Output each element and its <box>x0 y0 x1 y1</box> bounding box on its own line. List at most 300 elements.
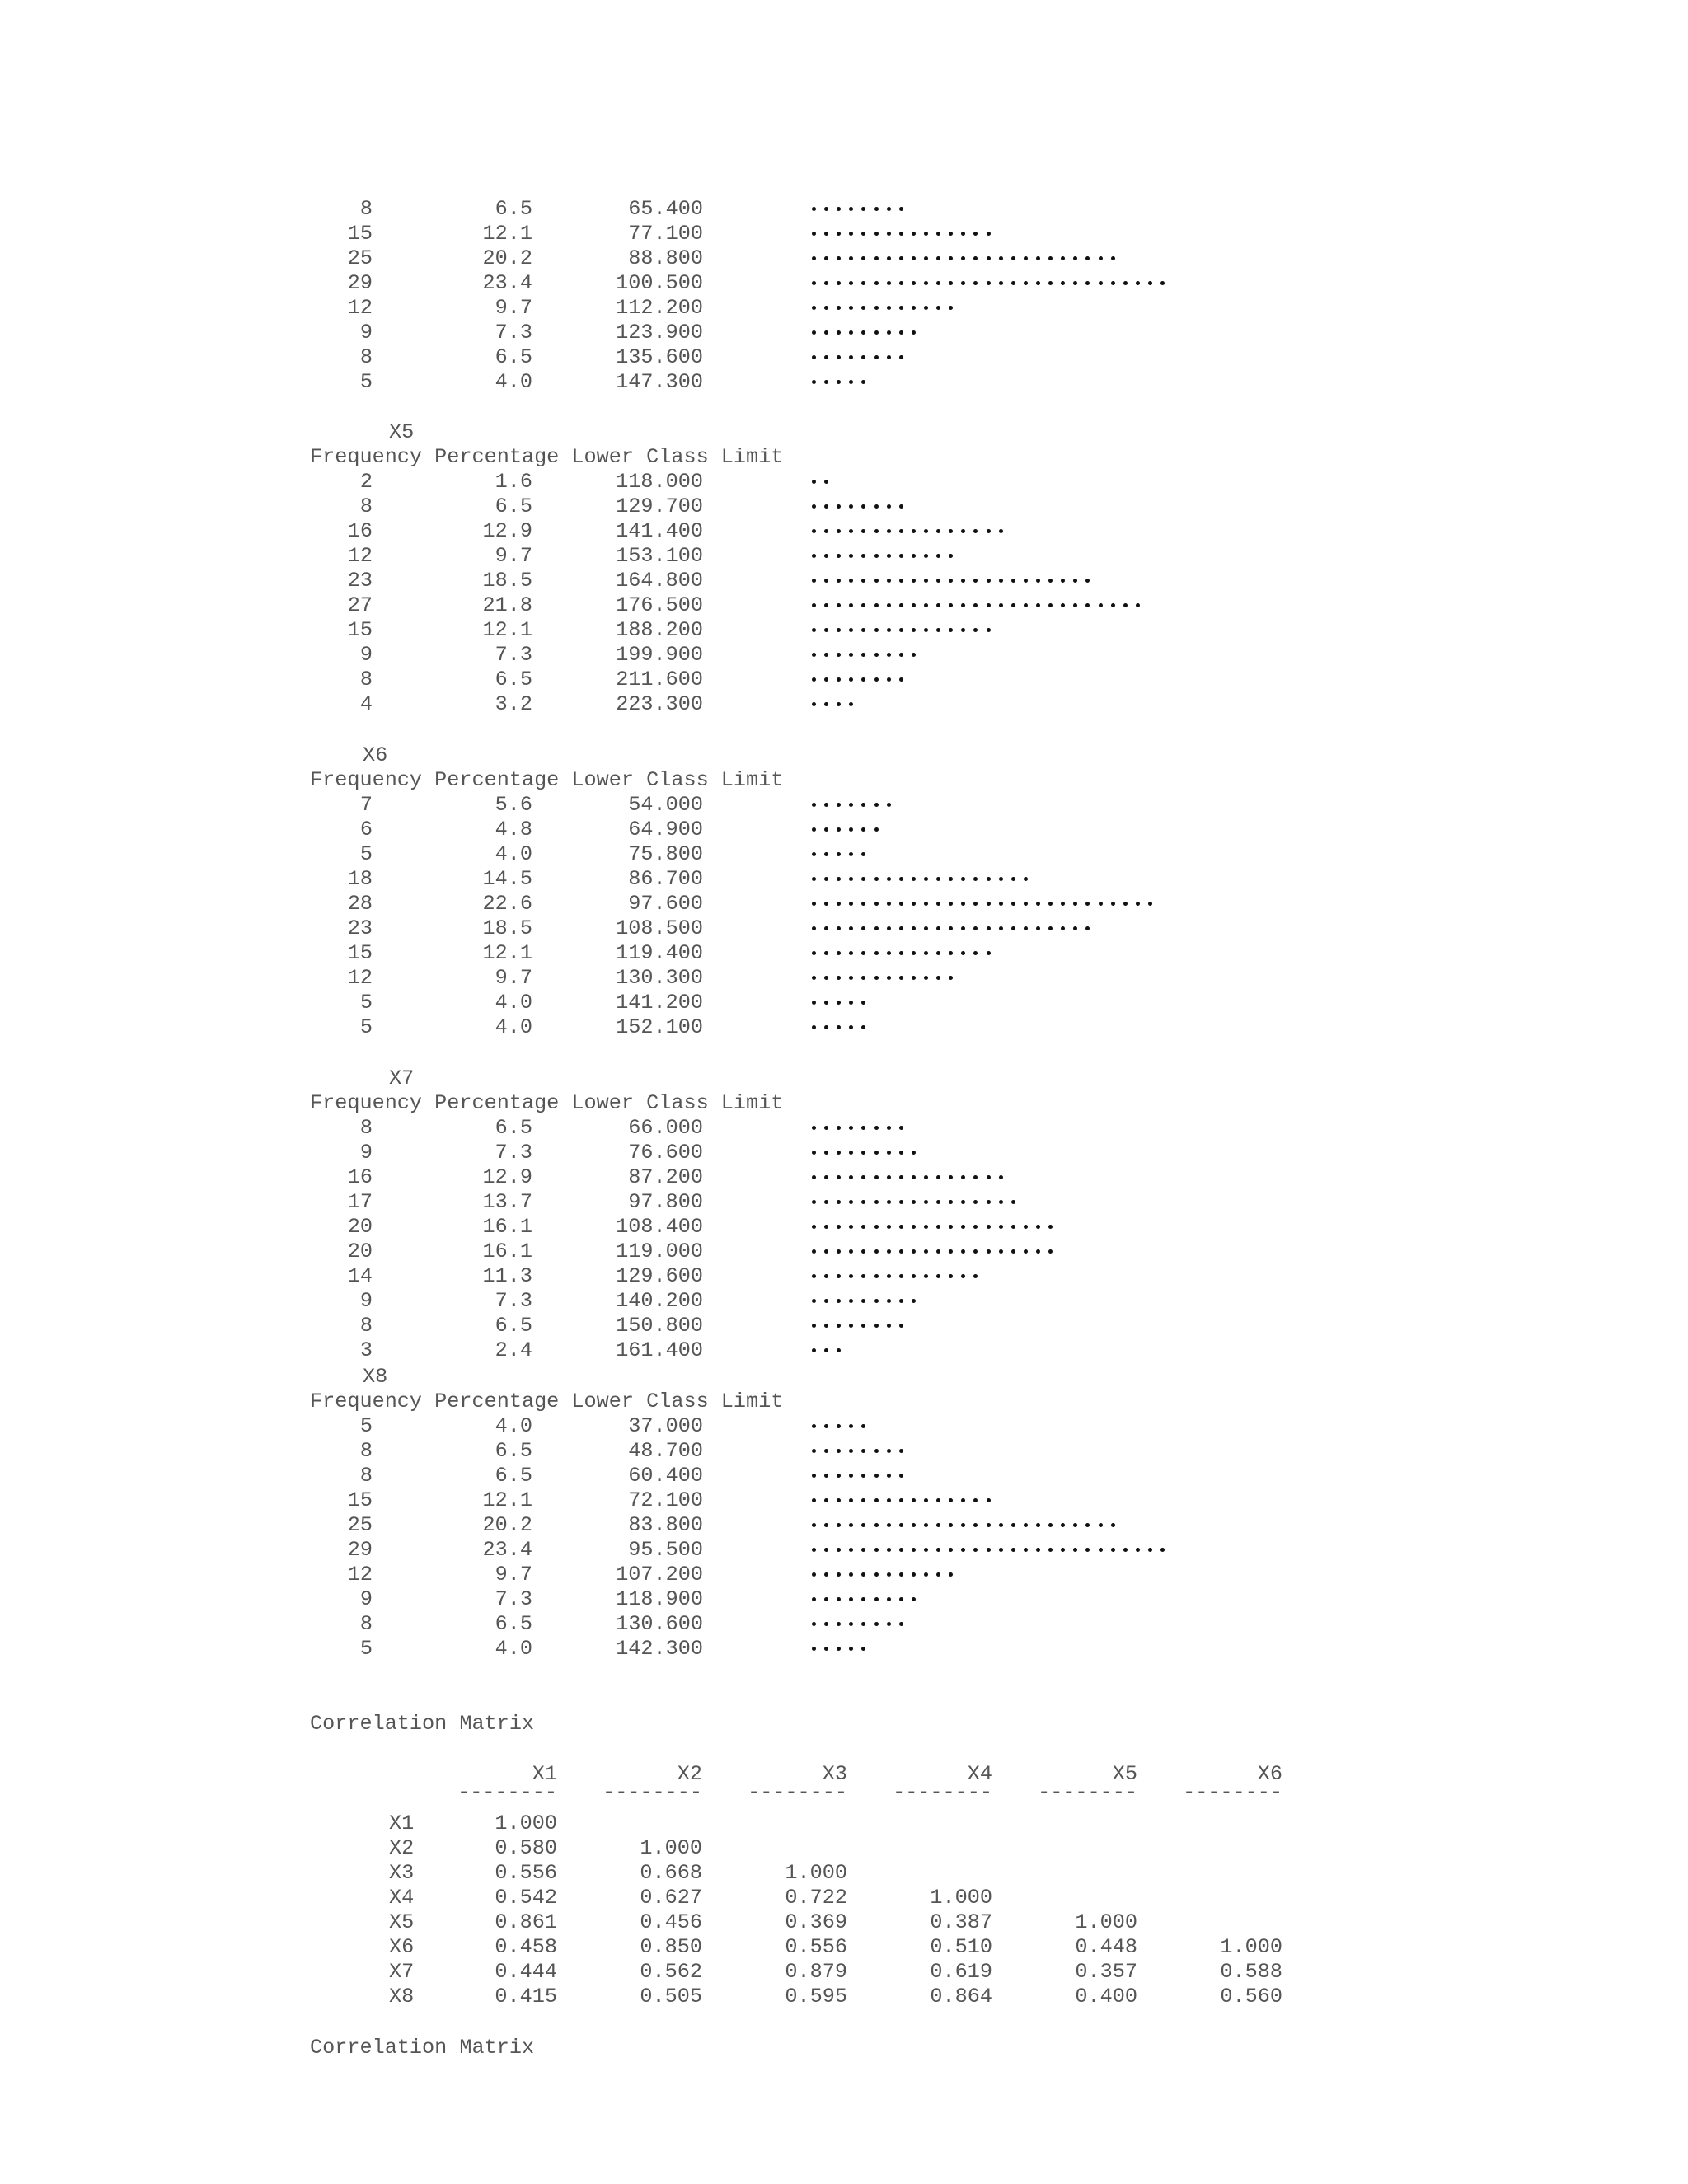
bar-dot <box>824 1324 828 1328</box>
frequency-cell: 12 <box>347 544 373 568</box>
bar-dot <box>924 256 928 260</box>
bar-dot <box>861 1474 865 1478</box>
lower-class-limit-cell: 100.500 <box>616 271 703 295</box>
bar-dot <box>874 976 879 980</box>
bar-dot <box>961 1175 965 1179</box>
bar-dot <box>949 1274 953 1278</box>
frequency-cell: 28 <box>347 892 373 916</box>
frequency-bar <box>812 271 1173 296</box>
bar-dot <box>861 1299 865 1303</box>
matrix-cell: 0.562 <box>640 1960 702 1984</box>
bar-dot <box>824 1274 828 1278</box>
bar-dot <box>887 1151 891 1155</box>
bar-dot <box>961 1200 965 1204</box>
bar-dot <box>837 1249 841 1254</box>
bar-dot <box>924 1274 928 1278</box>
bar-dot <box>824 306 828 310</box>
bar-dot <box>837 1299 841 1303</box>
percentage-cell: 6.5 <box>495 1116 532 1140</box>
bar-dot <box>973 951 978 955</box>
bar-dot <box>936 1548 940 1552</box>
bar-dot <box>861 603 865 607</box>
bar-dot <box>1148 1548 1152 1552</box>
bar-dot <box>987 529 991 533</box>
bar-dot <box>987 579 991 583</box>
bar-dot <box>999 1548 1003 1552</box>
bar-dot <box>1048 281 1053 285</box>
bar-dot <box>1123 902 1128 906</box>
bar-dot <box>924 1572 928 1577</box>
bar-dot <box>887 1200 891 1204</box>
matrix-separator: -------- <box>1038 1780 1137 1804</box>
percentage-cell: 9.7 <box>495 296 532 320</box>
bar-dot <box>924 1498 928 1502</box>
bar-dot <box>849 1249 853 1254</box>
frequency-cell: 5 <box>359 1637 373 1661</box>
frequency-cell: 8 <box>359 197 373 221</box>
matrix-separator: -------- <box>603 1780 702 1804</box>
bar-dot <box>812 207 816 211</box>
bar-dot <box>812 480 816 484</box>
bar-dot <box>837 1175 841 1179</box>
bar-dot <box>1048 1249 1053 1254</box>
bar-dot <box>824 902 828 906</box>
bar-dot <box>837 976 841 980</box>
bar-dot <box>861 256 865 260</box>
bar-dot <box>861 1175 865 1179</box>
bar-dot <box>849 1225 853 1229</box>
matrix-separator: -------- <box>1183 1780 1282 1804</box>
frequency-cell: 5 <box>359 1414 373 1438</box>
frequency-cell: 15 <box>347 618 373 642</box>
frequency-cell: 23 <box>347 916 373 940</box>
bar-dot <box>824 281 828 285</box>
percentage-cell: 4.0 <box>495 1637 532 1661</box>
bar-dot <box>837 207 841 211</box>
frequency-cell: 15 <box>347 222 373 246</box>
bar-dot <box>973 877 978 881</box>
lower-class-limit-cell: 112.200 <box>616 296 703 320</box>
percentage-cell: 12.9 <box>482 519 532 543</box>
matrix-cell: 0.458 <box>495 1935 557 1959</box>
bar-dot <box>812 1001 816 1005</box>
bar-dot <box>837 1025 841 1029</box>
bar-dot <box>999 1225 1003 1229</box>
bar-dot <box>812 1299 816 1303</box>
bar-dot <box>824 1299 828 1303</box>
bar-dot <box>924 603 928 607</box>
lower-class-limit-cell: 95.500 <box>628 1538 703 1562</box>
bar-dot <box>812 951 816 955</box>
bar-dot <box>812 1025 816 1029</box>
bar-dot <box>812 1548 816 1552</box>
bar-dot <box>999 579 1003 583</box>
bar-dot <box>899 628 903 632</box>
bar-dot <box>1136 281 1140 285</box>
frequency-bar <box>812 1513 1123 1538</box>
matrix-cell: 0.850 <box>640 1935 702 1959</box>
frequency-cell: 15 <box>347 1488 373 1512</box>
bar-dot <box>1123 603 1128 607</box>
bar-dot <box>987 1175 991 1179</box>
bar-dot <box>887 603 891 607</box>
percentage-cell: 12.1 <box>482 618 532 642</box>
bar-dot <box>912 902 916 906</box>
lower-class-limit-cell: 60.400 <box>628 1464 703 1488</box>
percentage-cell: 12.1 <box>482 941 532 965</box>
matrix-row-label: X8 <box>389 1985 415 2008</box>
bar-dot <box>1061 926 1065 930</box>
bar-dot <box>912 976 916 980</box>
bar-dot <box>849 1324 853 1328</box>
bar-dot <box>912 926 916 930</box>
bar-dot <box>861 1274 865 1278</box>
bar-dot <box>837 628 841 632</box>
bar-dot <box>1024 579 1028 583</box>
frequency-bar <box>812 1165 1011 1190</box>
percentage-cell: 16.1 <box>482 1240 532 1263</box>
bar-dot <box>949 256 953 260</box>
bar-dot <box>899 1523 903 1527</box>
bar-dot <box>912 529 916 533</box>
bar-dot <box>849 951 853 955</box>
percentage-cell: 6.5 <box>495 1612 532 1636</box>
bar-dot <box>874 926 879 930</box>
bar-dot <box>973 1274 978 1278</box>
bar-dot <box>837 554 841 558</box>
lower-class-limit-cell: 107.200 <box>616 1563 703 1586</box>
bar-dot <box>924 976 928 980</box>
bar-dot <box>936 1572 940 1577</box>
bar-dot <box>837 852 841 856</box>
bar-dot <box>849 1548 853 1552</box>
percentage-cell: 7.3 <box>495 1587 532 1611</box>
bar-dot <box>874 1597 879 1601</box>
percentage-cell: 9.7 <box>495 1563 532 1586</box>
bar-dot <box>999 902 1003 906</box>
bar-dot <box>887 256 891 260</box>
bar-dot <box>1011 281 1015 285</box>
matrix-cell: 0.619 <box>930 1960 992 1984</box>
bar-dot <box>824 1572 828 1577</box>
bar-dot <box>949 281 953 285</box>
bar-dot <box>887 1175 891 1179</box>
bar-dot <box>812 355 816 359</box>
bar-dot <box>874 355 879 359</box>
bar-dot <box>861 976 865 980</box>
bar-dot <box>987 877 991 881</box>
bar-dot <box>812 1274 816 1278</box>
matrix-separator: -------- <box>748 1780 847 1804</box>
matrix-cell: 0.357 <box>1075 1960 1137 1984</box>
bar-dot <box>812 1249 816 1254</box>
bar-dot <box>824 803 828 807</box>
bar-dot <box>1073 603 1077 607</box>
lower-class-limit-cell: 130.600 <box>616 1612 703 1636</box>
bar-dot <box>912 951 916 955</box>
bar-dot <box>874 1449 879 1453</box>
bar-dot <box>861 1225 865 1229</box>
frequency-cell: 9 <box>359 321 373 344</box>
bar-dot <box>887 579 891 583</box>
bar-dot <box>973 256 978 260</box>
bar-dot <box>936 877 940 881</box>
bar-dot <box>887 1474 891 1478</box>
bar-dot <box>849 281 853 285</box>
frequency-bar <box>812 1488 999 1513</box>
bar-dot <box>961 529 965 533</box>
frequency-cell: 29 <box>347 1538 373 1562</box>
percentage-cell: 4.0 <box>495 370 532 394</box>
bar-dot <box>912 256 916 260</box>
bar-dot <box>887 653 891 657</box>
bar-dot <box>899 1324 903 1328</box>
frequency-cell: 8 <box>359 668 373 691</box>
lower-class-limit-cell: 129.600 <box>616 1264 703 1288</box>
bar-dot <box>961 579 965 583</box>
frequency-cell: 25 <box>347 246 373 270</box>
lower-class-limit-cell: 130.300 <box>616 966 703 990</box>
bar-dot <box>849 1572 853 1577</box>
bar-dot <box>861 653 865 657</box>
bar-dot <box>837 1548 841 1552</box>
matrix-column-header: X5 <box>1112 1762 1137 1786</box>
bar-dot <box>874 1175 879 1179</box>
lower-class-limit-cell: 66.000 <box>628 1116 703 1140</box>
bar-dot <box>887 1126 891 1130</box>
bar-dot <box>999 1523 1003 1527</box>
bar-dot <box>824 1175 828 1179</box>
bar-dot <box>837 827 841 832</box>
bar-dot <box>1048 579 1053 583</box>
bar-dot <box>812 1498 816 1502</box>
bar-dot <box>899 207 903 211</box>
bar-dot <box>924 951 928 955</box>
percentage-cell: 12.9 <box>482 1165 532 1189</box>
frequency-cell: 9 <box>359 1141 373 1165</box>
bar-dot <box>887 803 891 807</box>
percentage-cell: 11.3 <box>482 1264 532 1288</box>
bar-dot <box>837 1348 841 1352</box>
bar-dot <box>1036 1523 1040 1527</box>
bar-dot <box>1099 281 1103 285</box>
percentage-cell: 23.4 <box>482 1538 532 1562</box>
bar-dot <box>887 1498 891 1502</box>
bar-dot <box>961 1548 965 1552</box>
bar-dot <box>824 232 828 236</box>
bar-dot <box>924 232 928 236</box>
section-variable-name: X5 <box>389 420 415 444</box>
bar-dot <box>861 1249 865 1254</box>
bar-dot <box>912 306 916 310</box>
frequency-bar <box>812 345 912 370</box>
bar-dot <box>874 951 879 955</box>
bar-dot <box>874 1200 879 1204</box>
bar-dot <box>824 554 828 558</box>
bar-dot <box>1073 281 1077 285</box>
bar-dot <box>999 1249 1003 1254</box>
matrix-column-header: X3 <box>822 1762 847 1786</box>
bar-dot <box>899 1498 903 1502</box>
bar-dot <box>824 603 828 607</box>
frequency-bar <box>812 569 1099 593</box>
bar-dot <box>861 926 865 930</box>
bar-dot <box>824 1126 828 1130</box>
bar-dot <box>899 232 903 236</box>
bar-dot <box>837 579 841 583</box>
bar-dot <box>874 1324 879 1328</box>
percentage-cell: 9.7 <box>495 544 532 568</box>
lower-class-limit-cell: 119.400 <box>616 941 703 965</box>
bar-dot <box>899 1299 903 1303</box>
bar-dot <box>849 380 853 384</box>
bar-dot <box>1024 926 1028 930</box>
bar-dot <box>949 1523 953 1527</box>
bar-dot <box>936 1200 940 1204</box>
matrix-row-label: X4 <box>389 1886 415 1910</box>
frequency-cell: 9 <box>359 643 373 667</box>
section-variable-name: X6 <box>363 743 388 767</box>
matrix-row-label: X1 <box>389 1811 415 1835</box>
bar-dot <box>874 803 879 807</box>
bar-dot <box>899 926 903 930</box>
bar-dot <box>824 480 828 484</box>
lower-class-limit-cell: 37.000 <box>628 1414 703 1438</box>
percentage-cell: 23.4 <box>482 271 532 295</box>
bar-dot <box>899 1126 903 1130</box>
bar-dot <box>924 902 928 906</box>
matrix-cell: 1.000 <box>930 1886 992 1910</box>
frequency-cell: 17 <box>347 1190 373 1214</box>
bar-dot <box>887 330 891 335</box>
percentage-cell: 5.6 <box>495 793 532 817</box>
frequency-cell: 7 <box>359 793 373 817</box>
bar-dot <box>1085 281 1090 285</box>
percentage-cell: 18.5 <box>482 916 532 940</box>
bar-dot <box>1024 877 1028 881</box>
lower-class-limit-cell: 161.400 <box>616 1338 703 1362</box>
bar-dot <box>949 1225 953 1229</box>
bar-dot <box>1099 902 1103 906</box>
bar-dot <box>961 628 965 632</box>
bar-dot <box>874 653 879 657</box>
bar-dot <box>961 232 965 236</box>
bar-dot <box>936 529 940 533</box>
bar-dot <box>849 1126 853 1130</box>
frequency-bar <box>812 793 899 818</box>
bar-dot <box>912 579 916 583</box>
bar-dot <box>1036 1249 1040 1254</box>
matrix-column-header: X4 <box>967 1762 992 1786</box>
lower-class-limit-cell: 64.900 <box>628 818 703 841</box>
percentage-cell: 4.8 <box>495 818 532 841</box>
frequency-bar <box>812 246 1123 271</box>
bar-dot <box>924 1548 928 1552</box>
bar-dot <box>999 877 1003 881</box>
bar-dot <box>961 281 965 285</box>
lower-class-limit-cell: 97.800 <box>628 1190 703 1214</box>
bar-dot <box>849 232 853 236</box>
frequency-cell: 25 <box>347 1513 373 1537</box>
bar-dot <box>837 504 841 509</box>
bar-dot <box>824 628 828 632</box>
frequency-cell: 3 <box>359 1338 373 1362</box>
bar-dot <box>1085 926 1090 930</box>
bar-dot <box>861 877 865 881</box>
lower-class-limit-cell: 152.100 <box>616 1015 703 1039</box>
bar-dot <box>824 1523 828 1527</box>
bar-dot <box>849 1175 853 1179</box>
percentage-cell: 18.5 <box>482 569 532 593</box>
bar-dot <box>924 579 928 583</box>
percentage-cell: 4.0 <box>495 1414 532 1438</box>
bar-dot <box>824 877 828 881</box>
bar-dot <box>812 380 816 384</box>
bar-dot <box>861 1424 865 1428</box>
bar-dot <box>874 902 879 906</box>
bar-dot <box>949 232 953 236</box>
bar-dot <box>849 1622 853 1626</box>
bar-dot <box>861 852 865 856</box>
bar-dot <box>973 926 978 930</box>
frequency-bar <box>812 1289 924 1314</box>
bar-dot <box>987 256 991 260</box>
bar-dot <box>936 976 940 980</box>
frequency-cell: 8 <box>359 345 373 369</box>
percentage-cell: 6.5 <box>495 197 532 221</box>
bar-dot <box>837 1200 841 1204</box>
bar-dot <box>1160 281 1165 285</box>
bar-dot <box>874 603 879 607</box>
percentage-cell: 1.6 <box>495 470 532 494</box>
percentage-cell: 6.5 <box>495 1314 532 1338</box>
bar-dot <box>849 1449 853 1453</box>
frequency-cell: 16 <box>347 1165 373 1189</box>
bar-dot <box>973 579 978 583</box>
bar-dot <box>824 1597 828 1601</box>
bar-dot <box>887 877 891 881</box>
bar-dot <box>874 1548 879 1552</box>
bar-dot <box>1099 1523 1103 1527</box>
bar-dot <box>1036 1548 1040 1552</box>
bar-dot <box>961 1249 965 1254</box>
lower-class-limit-cell: 142.300 <box>616 1637 703 1661</box>
bar-dot <box>812 1324 816 1328</box>
frequency-bar <box>812 1190 1024 1215</box>
bar-dot <box>899 554 903 558</box>
bar-dot <box>1011 1249 1015 1254</box>
bar-dot <box>899 951 903 955</box>
percentage-cell: 12.1 <box>482 1488 532 1512</box>
bar-dot <box>812 1126 816 1130</box>
bar-dot <box>812 803 816 807</box>
bar-dot <box>987 951 991 955</box>
bar-dot <box>936 232 940 236</box>
bar-dot <box>887 1274 891 1278</box>
bar-dot <box>973 1498 978 1502</box>
bar-dot <box>874 1299 879 1303</box>
bar-dot <box>812 628 816 632</box>
frequency-bar <box>812 544 961 569</box>
bar-dot <box>874 877 879 881</box>
bar-dot <box>874 1225 879 1229</box>
bar-dot <box>987 232 991 236</box>
bar-dot <box>899 1274 903 1278</box>
bar-dot <box>936 1249 940 1254</box>
bar-dot <box>812 256 816 260</box>
bar-dot <box>987 926 991 930</box>
bar-dot <box>1011 1225 1015 1229</box>
